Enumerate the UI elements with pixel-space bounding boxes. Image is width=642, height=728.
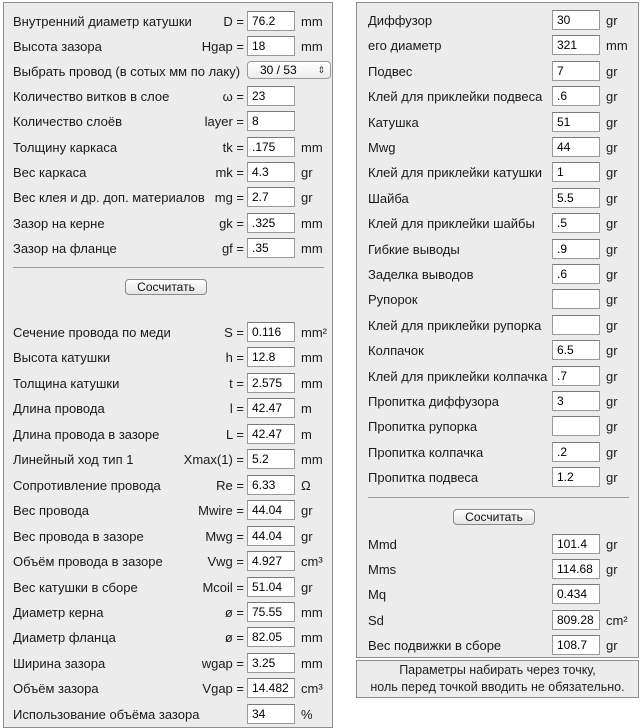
moving-part-unit: gr: [606, 343, 618, 359]
moving-part-row: [357, 86, 638, 108]
coil-result-row: [4, 347, 332, 369]
moving-part-label: Клей для приклейки рупорка: [368, 317, 542, 333]
moving-part-input[interactable]: 30: [552, 10, 600, 30]
coil-result-input[interactable]: 82.05: [247, 627, 295, 647]
moving-part-row: [357, 416, 638, 438]
moving-part-label: Гибкие выводы: [368, 241, 460, 257]
moving-mass-panel: [356, 2, 639, 658]
coil-result-label: Диаметр фланца: [13, 630, 116, 646]
moving-part-input[interactable]: 5.5: [552, 188, 600, 208]
moving-part-label: Mwg: [368, 140, 396, 155]
moving-part-unit: gr: [606, 241, 618, 257]
moving-part-input[interactable]: 3: [552, 391, 600, 411]
chevron-up-down-icon: ⇕: [317, 65, 325, 75]
moving-result-label: Mq: [368, 587, 387, 603]
moving-part-label: Клей для приклейки шайбы: [368, 216, 535, 232]
coil-result-symbol: Mwg =: [205, 528, 244, 544]
calculate-moving-mass-button[interactable]: Сосчитать: [453, 509, 535, 525]
coil-result-input[interactable]: 44.04: [247, 526, 295, 546]
coil-result-row: [4, 678, 332, 700]
coil-result-input[interactable]: 3.25: [247, 653, 295, 673]
coil-result-unit: mm: [301, 350, 323, 366]
coil-result-unit: mm: [301, 452, 323, 468]
coil-result-label: Объём зазора: [13, 681, 99, 697]
coil-result-input[interactable]: 42.47: [247, 424, 295, 444]
divider: [13, 267, 324, 268]
coil-result-row: [4, 322, 332, 344]
moving-part-input[interactable]: [552, 315, 600, 335]
coil-result-label: Использование объёма зазора: [13, 706, 200, 722]
winding-param-symbol: gf =: [221, 241, 244, 256]
wire-select-row: [4, 61, 332, 83]
moving-part-unit: gr: [606, 190, 618, 206]
input-hint: [356, 660, 639, 698]
moving-part-unit: gr: [606, 470, 618, 486]
moving-part-label: Рупорок: [368, 292, 418, 308]
coil-result-label: Вес провода: [13, 503, 90, 519]
moving-part-label: его диаметр: [368, 38, 442, 54]
winding-param-input[interactable]: 23: [247, 86, 295, 106]
winding-param-symbol: mg =: [214, 190, 244, 205]
coil-result-label: Линейный ход тип 1: [13, 452, 134, 468]
coil-result-input[interactable]: 14.482: [247, 678, 295, 698]
winding-param-unit: mm: [301, 140, 323, 155]
winding-param-label: Количество слоёв: [13, 114, 123, 129]
coil-result-unit: mm: [301, 655, 323, 671]
moving-result-unit: gr: [606, 562, 618, 578]
winding-param-symbol: D =: [223, 14, 244, 29]
winding-param-unit: mm: [301, 216, 323, 231]
moving-part-label: Пропитка рупорка: [368, 419, 478, 435]
coil-result-input[interactable]: 4.927: [247, 551, 295, 571]
winding-param-label: Зазор на фланце: [13, 241, 117, 256]
winding-param-input[interactable]: 4.3: [247, 162, 295, 182]
winding-param-row: [4, 86, 332, 108]
coil-result-label: Объём провода в зазоре: [13, 554, 163, 570]
winding-param-row: [4, 238, 332, 260]
winding-param-label: Зазор на керне: [13, 216, 105, 231]
moving-part-input[interactable]: .6: [552, 264, 600, 284]
winding-param-row: [4, 137, 332, 159]
winding-param-label: Внутренний диаметр катушки: [13, 14, 192, 29]
coil-result-input[interactable]: 5.2: [247, 449, 295, 469]
winding-param-input[interactable]: .175: [247, 137, 295, 157]
winding-param-symbol: gk =: [219, 216, 244, 231]
coil-result-label: Диаметр керна: [13, 604, 104, 620]
winding-param-symbol: mk =: [215, 165, 244, 180]
moving-part-input[interactable]: [552, 416, 600, 436]
winding-param-label: Толщину каркаса: [13, 140, 118, 155]
coil-result-input[interactable]: 44.04: [247, 500, 295, 520]
coil-calculator-panel: [3, 2, 333, 728]
coil-result-input[interactable]: 0.116: [247, 322, 295, 342]
moving-part-unit: gr: [606, 165, 618, 181]
moving-part-input[interactable]: 6.5: [552, 340, 600, 360]
moving-part-unit: gr: [606, 89, 618, 105]
winding-param-label: Вес клея и др. доп. материалов: [13, 190, 205, 205]
coil-result-unit: mm: [301, 630, 323, 646]
coil-result-row: [4, 424, 332, 446]
coil-result-symbol: L =: [226, 426, 244, 442]
coil-result-unit: %: [301, 706, 313, 722]
moving-result-row: [357, 534, 638, 556]
coil-result-unit: gr: [301, 579, 313, 595]
moving-part-unit: gr: [606, 63, 618, 79]
coil-result-symbol: S =: [224, 325, 244, 340]
moving-part-row: [357, 112, 638, 134]
coil-result-symbol: ø =: [224, 604, 244, 620]
coil-result-input[interactable]: 34: [247, 704, 295, 724]
winding-param-unit: gr: [301, 165, 313, 180]
moving-part-row: [357, 162, 638, 184]
moving-part-input[interactable]: 321: [552, 35, 600, 55]
winding-param-unit: mm: [301, 241, 323, 256]
moving-part-row: [357, 213, 638, 235]
wire-select[interactable]: [247, 61, 331, 79]
winding-param-unit: mm: [301, 39, 323, 54]
coil-result-symbol: ø =: [224, 630, 244, 646]
moving-part-row: [357, 340, 638, 362]
coil-result-row: [4, 475, 332, 497]
coil-result-unit: mm: [301, 375, 323, 391]
moving-part-input[interactable]: 51: [552, 112, 600, 132]
moving-part-label: Шайба: [368, 190, 409, 206]
coil-result-input[interactable]: 12.8: [247, 347, 295, 367]
moving-result-input[interactable]: 108.7: [552, 635, 600, 655]
moving-result-label: Вес подвижки в сборе: [368, 637, 502, 653]
divider: [368, 497, 629, 498]
winding-param-symbol: Hgap =: [201, 39, 244, 54]
wire-select-value: 30 / 53: [260, 63, 297, 77]
moving-part-input[interactable]: .6: [552, 86, 600, 106]
coil-result-unit: gr: [301, 528, 313, 544]
moving-part-row: [357, 442, 638, 464]
moving-part-unit: mm: [606, 38, 628, 54]
moving-result-label: Sd: [368, 612, 384, 628]
moving-part-unit: gr: [606, 394, 618, 409]
coil-result-label: Ширина зазора: [13, 655, 106, 671]
coil-result-symbol: Mcoil =: [202, 579, 244, 595]
moving-part-input[interactable]: [552, 289, 600, 309]
moving-part-label: Заделка выводов: [368, 267, 474, 282]
moving-part-unit: gr: [606, 216, 618, 232]
moving-result-input[interactable]: 809.28: [552, 610, 600, 630]
coil-result-unit: mm: [301, 604, 323, 620]
moving-part-input[interactable]: 44: [552, 137, 600, 157]
winding-param-symbol: layer =: [204, 114, 244, 129]
coil-result-input[interactable]: 51.04: [247, 577, 295, 597]
coil-result-symbol: l =: [229, 401, 244, 417]
moving-part-unit: gr: [606, 368, 618, 384]
winding-param-row: [4, 111, 332, 133]
coil-result-label: Длина провода в зазоре: [13, 426, 160, 442]
coil-result-unit: cm³: [301, 554, 323, 570]
moving-part-input[interactable]: .5: [552, 213, 600, 233]
calculate-coil-button[interactable]: Сосчитать: [125, 279, 207, 295]
winding-param-row: [4, 36, 332, 58]
moving-part-row: [357, 264, 638, 286]
winding-param-symbol: ω =: [222, 89, 244, 104]
moving-part-label: Катушка: [368, 114, 419, 130]
coil-result-row: [4, 551, 332, 573]
moving-part-row: [357, 35, 638, 57]
moving-result-row: [357, 610, 638, 632]
moving-part-input[interactable]: .9: [552, 239, 600, 259]
winding-param-input[interactable]: 18: [247, 36, 295, 56]
moving-part-input[interactable]: 1: [552, 162, 600, 182]
moving-result-label: Mms: [368, 562, 397, 578]
moving-part-input[interactable]: 1.2: [552, 467, 600, 487]
coil-result-row: [4, 500, 332, 522]
moving-part-unit: gr: [606, 292, 618, 308]
coil-result-symbol: Vwg =: [207, 554, 244, 570]
moving-part-row: [357, 467, 638, 489]
moving-result-input[interactable]: 0.434: [552, 584, 600, 604]
coil-result-input[interactable]: 75.55: [247, 602, 295, 622]
moving-result-unit: gr: [606, 637, 618, 653]
coil-result-unit: gr: [301, 503, 313, 519]
moving-part-row: [357, 315, 638, 337]
moving-part-row: [357, 289, 638, 311]
coil-result-label: Толщина катушки: [13, 375, 120, 391]
winding-param-row: [4, 162, 332, 184]
coil-result-symbol: t =: [229, 375, 244, 391]
moving-part-row: [357, 391, 638, 413]
coil-result-row: [4, 577, 332, 599]
moving-part-label: Клей для приклейки катушки: [368, 165, 542, 181]
coil-result-label: Высота катушки: [13, 350, 111, 366]
coil-result-label: Вес провода в зазоре: [13, 528, 144, 544]
winding-param-label: Количество витков в слое: [13, 89, 170, 104]
coil-result-row: [4, 526, 332, 548]
coil-result-label: Сопротивление провода: [13, 477, 161, 493]
winding-param-row: [4, 213, 332, 235]
moving-part-row: [357, 366, 638, 388]
moving-part-unit: gr: [606, 419, 618, 435]
moving-part-unit: gr: [606, 13, 618, 28]
winding-param-input[interactable]: .35: [247, 238, 295, 258]
coil-result-unit: Ω: [301, 477, 311, 493]
moving-result-row: [357, 584, 638, 606]
moving-part-unit: gr: [606, 317, 618, 333]
coil-result-symbol: Re =: [216, 477, 244, 493]
input-hint-line-1: Параметры набирать через точку,: [399, 663, 596, 677]
moving-result-input[interactable]: 114.68: [552, 559, 600, 579]
moving-part-label: Подвес: [368, 63, 413, 79]
coil-result-input[interactable]: 6.33: [247, 475, 295, 495]
coil-result-symbol: Vgap =: [202, 681, 244, 697]
winding-param-unit: gr: [301, 190, 313, 205]
moving-part-label: Клей для приклейки подвеса: [368, 89, 543, 105]
moving-result-unit: cm²: [606, 612, 628, 628]
moving-part-unit: gr: [606, 140, 618, 155]
winding-param-input[interactable]: .325: [247, 213, 295, 233]
moving-part-label: Пропитка колпачка: [368, 444, 484, 460]
winding-param-row: [4, 11, 332, 33]
coil-result-label: Длина провода: [13, 401, 105, 417]
coil-result-row: [4, 653, 332, 675]
coil-result-unit: mm²: [301, 325, 327, 340]
winding-param-symbol: tk =: [222, 140, 244, 155]
moving-part-label: Колпачок: [368, 343, 424, 359]
coil-result-unit: cm³: [301, 681, 323, 697]
moving-part-row: [357, 61, 638, 83]
moving-part-unit: gr: [606, 114, 618, 130]
coil-result-row: [4, 398, 332, 420]
moving-result-row: [357, 559, 638, 581]
coil-result-input[interactable]: 42.47: [247, 398, 295, 418]
coil-result-label: Вес катушки в сборе: [13, 579, 138, 595]
moving-part-row: [357, 10, 638, 32]
winding-param-unit: mm: [301, 14, 323, 29]
moving-part-row: [357, 188, 638, 210]
winding-param-input[interactable]: 2.7: [247, 187, 295, 207]
coil-result-unit: m: [301, 401, 312, 417]
moving-part-row: [357, 239, 638, 261]
winding-param-label: Высота зазора: [13, 39, 102, 54]
coil-result-symbol: h =: [225, 350, 244, 366]
winding-param-input[interactable]: 76.2: [247, 11, 295, 31]
coil-result-input[interactable]: 2.575: [247, 373, 295, 393]
moving-part-unit: gr: [606, 444, 618, 460]
wire-select-label: Выбрать провод (в сотых мм по лаку): [13, 64, 241, 79]
moving-result-row: [357, 635, 638, 657]
moving-part-label: Клей для приклейки колпачка: [368, 368, 548, 384]
moving-part-row: [357, 137, 638, 159]
moving-part-unit: gr: [606, 267, 618, 282]
coil-result-label: Сечение провода по меди: [13, 325, 171, 340]
coil-result-row: [4, 373, 332, 395]
coil-result-symbol: Mwire =: [198, 503, 244, 519]
moving-part-label: Диффузор: [368, 13, 433, 28]
moving-part-input[interactable]: 7: [552, 61, 600, 81]
input-hint-line-2: ноль перед точкой вводить не обязательно.: [370, 680, 625, 694]
coil-result-row: [4, 704, 332, 726]
coil-result-symbol: Xmax(1) =: [183, 452, 244, 468]
coil-result-row: [4, 602, 332, 624]
winding-param-label: Вес каркаса: [13, 165, 87, 180]
moving-result-label: Mmd: [368, 537, 397, 552]
coil-result-row: [4, 449, 332, 471]
moving-part-label: Пропитка подвеса: [368, 470, 479, 486]
winding-param-row: [4, 187, 332, 209]
coil-result-unit: m: [301, 426, 312, 442]
moving-part-input[interactable]: .2: [552, 442, 600, 462]
coil-result-row: [4, 627, 332, 649]
moving-part-label: Пропитка диффузора: [368, 394, 499, 409]
coil-result-symbol: wgap =: [201, 655, 244, 671]
moving-part-input[interactable]: .7: [552, 366, 600, 386]
moving-result-unit: gr: [606, 537, 618, 552]
moving-result-input[interactable]: 101.4: [552, 534, 600, 554]
winding-param-input[interactable]: 8: [247, 111, 295, 131]
